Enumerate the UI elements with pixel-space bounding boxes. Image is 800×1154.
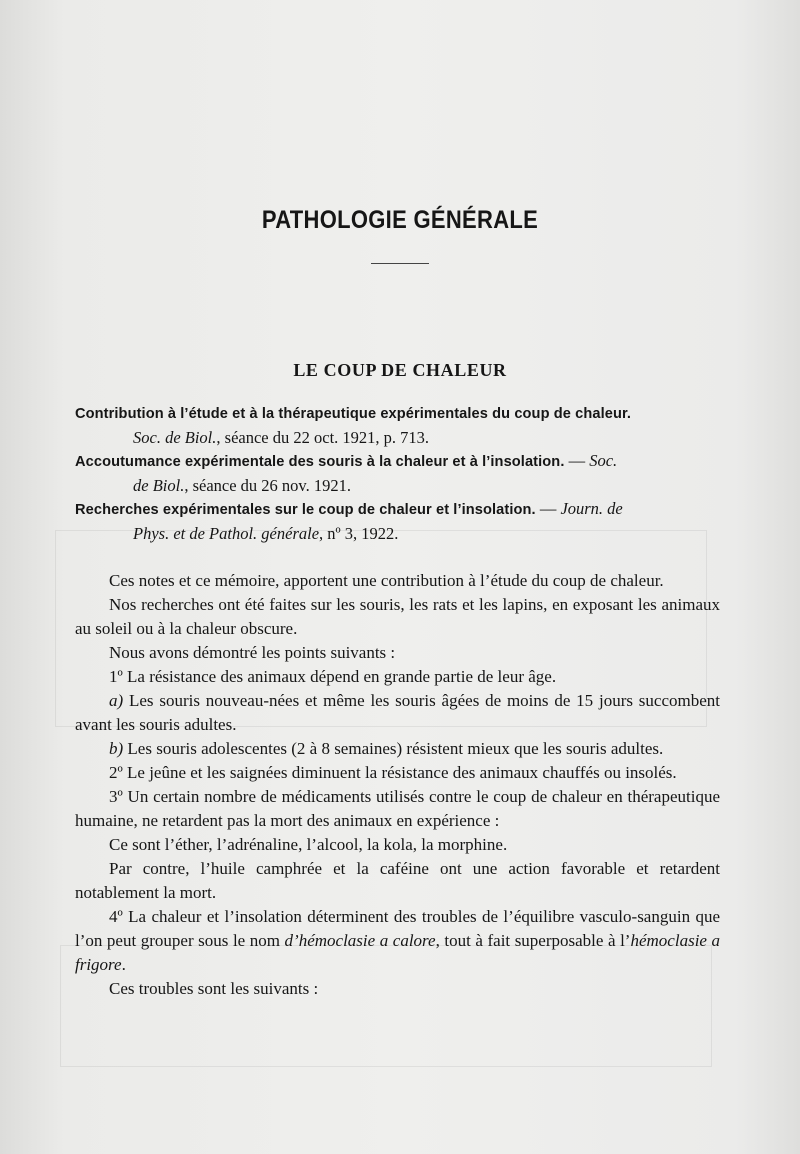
reference-journal-cont: Phys. et de Pathol. générale xyxy=(133,524,320,543)
paragraph: Ce sont l’éther, l’adrénaline, l’alcool, la kola, la morphine. xyxy=(109,835,508,854)
body-text xyxy=(75,569,720,1001)
paragraph: b) Les souris adolescentes (2 à 8 semaines) résistent mieux que les souris adultes. xyxy=(109,739,664,758)
reference-title: Contribution à l’étude et à la thérapeutique expérimentales du coup de chaleur. xyxy=(75,406,632,422)
paragraph: Nos recherches ont été faites sur les souris, les rats et les lapins, en exposant les animaux au soleil ou à la chaleur obscure. xyxy=(75,595,720,638)
reference-list xyxy=(75,401,720,545)
reference-details: , séance du 22 oct. 1921, p. 713. xyxy=(216,428,430,447)
title-divider xyxy=(371,263,429,264)
reference-details: , séance du 26 nov. 1921. xyxy=(184,476,351,495)
reference-item: Accoutumance expérimentale des souris à la chaleur et à l’insolation. — Soc. de Biol., séance du 26 nov. 1921. xyxy=(75,451,618,495)
list-label: b) xyxy=(109,739,124,758)
paragraph: Ces troubles sont les suivants : xyxy=(109,979,319,998)
reference-title: Accoutumance expérimentale des souris à la chaleur et à l’insolation. xyxy=(75,454,565,470)
reference-journal-cont: de Biol. xyxy=(133,476,185,495)
list-label: a) xyxy=(109,691,124,710)
reference-details: , nº 3, 1922. xyxy=(319,524,399,543)
paragraph: Par contre, l’huile camphrée et la caféine ont une action favorable et retardent notablement la mort. xyxy=(75,859,720,902)
section-title: PATHOLOGIE GÉNÉRALE xyxy=(261,204,539,234)
paragraph: 4º La chaleur et l’insolation déterminent des troubles de l’équilibre vasculo-sanguin que l’on peut grouper sous le nom d’hémoclasie a calore, tout à fait superposable à l’hémoclasie a frigore. xyxy=(75,907,721,974)
reference-journal: Journ. de xyxy=(560,499,623,518)
paragraph: 3º Un certain nombre de médicaments utilisés contre le coup de chaleur en thérapeutique humaine, ne retardent pas la mort des animaux en expérience : xyxy=(75,787,720,830)
reference-journal: Soc. xyxy=(589,451,618,470)
reference-item: Recherches expérimentales sur le coup de chaleur et l’insolation. — Journ. de Phys. et de Pathol. générale, nº 3, 1922. xyxy=(75,499,623,543)
paragraph: Ces notes et ce mémoire, apportent une contribution à l’étude du coup de chaleur. xyxy=(109,571,664,590)
subsection-title: LE COUP DE CHALEUR xyxy=(293,359,507,380)
paragraph: 1º La résistance des animaux dépend en grande partie de leur âge. xyxy=(109,667,557,686)
reference-item xyxy=(75,401,720,449)
reference-journal: Soc. de Biol. xyxy=(133,428,217,447)
emphasis: d’hémoclasie a calore xyxy=(284,931,436,950)
paragraph: 2º Le jeûne et les saignées diminuent la résistance des animaux chauffés ou insolés. xyxy=(109,763,677,782)
reference-title: Recherches expérimentales sur le coup de chaleur et l’insolation. xyxy=(75,502,536,518)
emphasis: hémoclasie a frigore xyxy=(75,931,721,974)
paragraph: a) Les souris nouveau-nées et même les souris âgées de moins de 15 jours succombent avant les souris adultes. xyxy=(75,691,720,734)
paragraph: Nous avons démontré les points suivants : xyxy=(109,643,396,662)
